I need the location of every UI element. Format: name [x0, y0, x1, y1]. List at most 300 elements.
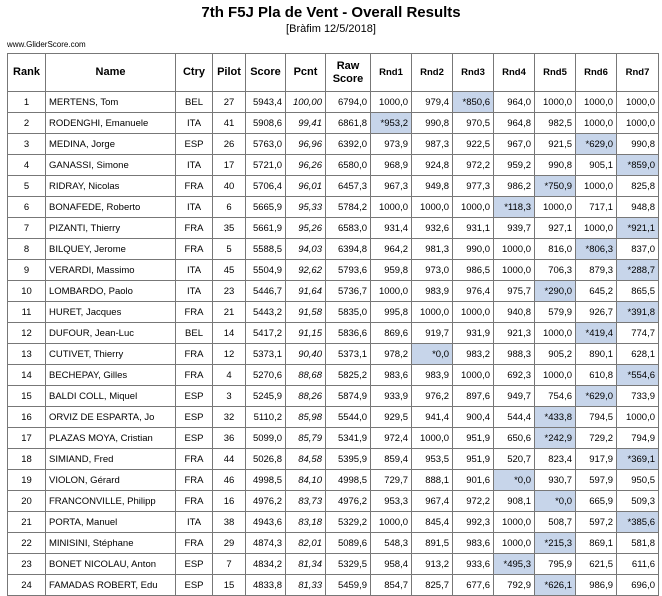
results-table [7, 53, 659, 596]
col-header-rnd6[interactable]: Rnd6 [576, 54, 617, 92]
round-5-cell: 930,7 [535, 470, 576, 491]
round-5-cell: 1000,0 [535, 365, 576, 386]
percent-cell: 82,01 [286, 533, 326, 554]
percent-cell: 94,03 [286, 239, 326, 260]
rank-cell: 21 [8, 512, 46, 533]
round-7-cell: 794,9 [617, 428, 659, 449]
percent-cell: 91,64 [286, 281, 326, 302]
round-1-cell: 933,9 [371, 386, 412, 407]
round-1-cell: *953,2 [371, 113, 412, 134]
country-cell: ESP [176, 407, 213, 428]
score-cell: 5443,2 [246, 302, 286, 323]
pilot-number-cell: 4 [213, 365, 246, 386]
pilot-number-cell: 45 [213, 260, 246, 281]
round-2-cell: *0,0 [412, 344, 453, 365]
table-row [8, 365, 659, 386]
round-4-cell: 1000,0 [494, 260, 535, 281]
round-7-cell: 774,7 [617, 323, 659, 344]
table-row [8, 428, 659, 449]
score-cell: 5721,0 [246, 155, 286, 176]
round-7-cell: 733,9 [617, 386, 659, 407]
pilot-number-cell: 44 [213, 449, 246, 470]
rank-cell: 4 [8, 155, 46, 176]
col-header-rnd2[interactable]: Rnd2 [412, 54, 453, 92]
round-2-cell: 976,2 [412, 386, 453, 407]
rank-cell: 17 [8, 428, 46, 449]
round-1-cell: 978,2 [371, 344, 412, 365]
pilot-name-cell: BONAFEDE, Roberto [46, 197, 176, 218]
table-row [8, 155, 659, 176]
round-6-cell: 926,7 [576, 302, 617, 323]
percent-cell: 91,58 [286, 302, 326, 323]
round-2-cell: 924,8 [412, 155, 453, 176]
raw-score-cell: 6580,0 [326, 155, 371, 176]
round-2-cell: 973,0 [412, 260, 453, 281]
raw-score-cell: 5341,9 [326, 428, 371, 449]
table-row [8, 134, 659, 155]
round-4-cell: 792,9 [494, 575, 535, 596]
raw-score-cell: 6392,0 [326, 134, 371, 155]
round-5-cell: 795,9 [535, 554, 576, 575]
table-row [8, 197, 659, 218]
round-4-cell: *495,3 [494, 554, 535, 575]
round-1-cell: 1000,0 [371, 281, 412, 302]
country-cell: FRA [176, 533, 213, 554]
pilot-name-cell: PLAZAS MOYA, Cristian [46, 428, 176, 449]
score-cell: 5099,0 [246, 428, 286, 449]
round-5-cell: 990,8 [535, 155, 576, 176]
score-cell: 5417,2 [246, 323, 286, 344]
round-2-cell: 888,1 [412, 470, 453, 491]
country-cell: ESP [176, 554, 213, 575]
pilot-number-cell: 40 [213, 176, 246, 197]
score-cell: 5943,4 [246, 92, 286, 113]
round-4-cell: 1000,0 [494, 512, 535, 533]
percent-cell: 84,58 [286, 449, 326, 470]
round-7-cell: 1000,0 [617, 92, 659, 113]
col-header-score[interactable]: Score [246, 54, 286, 92]
table-row [8, 554, 659, 575]
score-cell: 4874,3 [246, 533, 286, 554]
round-7-cell: *859,0 [617, 155, 659, 176]
percent-cell: 85,98 [286, 407, 326, 428]
round-5-cell: 706,3 [535, 260, 576, 281]
round-6-cell: 717,1 [576, 197, 617, 218]
round-4-cell: 692,3 [494, 365, 535, 386]
round-1-cell: 995,8 [371, 302, 412, 323]
round-4-cell: *118,3 [494, 197, 535, 218]
pilot-number-cell: 38 [213, 512, 246, 533]
col-header-rank[interactable]: Rank [8, 54, 46, 92]
round-5-cell: 1000,0 [535, 197, 576, 218]
round-2-cell: 967,4 [412, 491, 453, 512]
percent-cell: 83,18 [286, 512, 326, 533]
country-cell: ESP [176, 134, 213, 155]
table-row [8, 323, 659, 344]
pilot-number-cell: 29 [213, 533, 246, 554]
rank-cell: 9 [8, 260, 46, 281]
round-7-cell: 990,8 [617, 134, 659, 155]
country-cell: ITA [176, 281, 213, 302]
round-7-cell: 696,0 [617, 575, 659, 596]
raw-score-cell: 6861,8 [326, 113, 371, 134]
col-header-ctry[interactable]: Ctry [176, 54, 213, 92]
round-2-cell: 932,6 [412, 218, 453, 239]
round-3-cell: 897,6 [453, 386, 494, 407]
round-5-cell: 905,2 [535, 344, 576, 365]
round-5-cell: *750,9 [535, 176, 576, 197]
round-3-cell: 677,6 [453, 575, 494, 596]
country-cell: FRA [176, 302, 213, 323]
round-2-cell: 913,2 [412, 554, 453, 575]
round-3-cell: 986,5 [453, 260, 494, 281]
country-cell: FRA [176, 491, 213, 512]
table-row [8, 260, 659, 281]
round-1-cell: 958,4 [371, 554, 412, 575]
raw-score-cell: 6457,3 [326, 176, 371, 197]
round-1-cell: 931,4 [371, 218, 412, 239]
round-7-cell: *921,1 [617, 218, 659, 239]
round-4-cell: 988,3 [494, 344, 535, 365]
percent-cell: 90,40 [286, 344, 326, 365]
round-6-cell: 621,5 [576, 554, 617, 575]
round-2-cell: 949,8 [412, 176, 453, 197]
percent-cell: 88,68 [286, 365, 326, 386]
round-5-cell: *626,1 [535, 575, 576, 596]
round-3-cell: 900,4 [453, 407, 494, 428]
table-row [8, 113, 659, 134]
header-row [8, 54, 659, 92]
round-4-cell: 520,7 [494, 449, 535, 470]
raw-score-cell: 5544,0 [326, 407, 371, 428]
country-cell: FRA [176, 239, 213, 260]
rank-cell: 12 [8, 323, 46, 344]
round-1-cell: 983,6 [371, 365, 412, 386]
table-row [8, 302, 659, 323]
round-5-cell: 508,7 [535, 512, 576, 533]
round-6-cell: 1000,0 [576, 92, 617, 113]
pilot-name-cell: MERTENS, Tom [46, 92, 176, 113]
table-row [8, 575, 659, 596]
percent-cell: 96,96 [286, 134, 326, 155]
round-3-cell: 983,6 [453, 533, 494, 554]
country-cell: BEL [176, 323, 213, 344]
score-cell: 5373,1 [246, 344, 286, 365]
country-cell: ITA [176, 260, 213, 281]
rank-cell: 8 [8, 239, 46, 260]
score-cell: 5504,9 [246, 260, 286, 281]
page-title: 7th F5J Pla de Vent - Overall Results [201, 4, 461, 21]
round-6-cell: 794,5 [576, 407, 617, 428]
rank-cell: 1 [8, 92, 46, 113]
pilot-name-cell: MINISINI, Stéphane [46, 533, 176, 554]
score-cell: 4833,8 [246, 575, 286, 596]
col-header-rnd4[interactable]: Rnd4 [494, 54, 535, 92]
results-body [8, 92, 659, 596]
raw-score-cell: 5793,6 [326, 260, 371, 281]
round-4-cell: 964,0 [494, 92, 535, 113]
raw-score-cell: 5836,6 [326, 323, 371, 344]
round-5-cell: *215,3 [535, 533, 576, 554]
round-3-cell: 983,2 [453, 344, 494, 365]
round-7-cell: 628,1 [617, 344, 659, 365]
pilot-number-cell: 27 [213, 92, 246, 113]
round-3-cell: 970,5 [453, 113, 494, 134]
pilot-number-cell: 7 [213, 554, 246, 575]
round-5-cell: 1000,0 [535, 323, 576, 344]
percent-cell: 91,15 [286, 323, 326, 344]
score-cell: 5661,9 [246, 218, 286, 239]
col-header-raw-score[interactable]: Raw Score [326, 54, 371, 92]
round-2-cell: 979,4 [412, 92, 453, 113]
round-5-cell: 816,0 [535, 239, 576, 260]
round-3-cell: 1000,0 [453, 197, 494, 218]
round-6-cell: 729,2 [576, 428, 617, 449]
raw-score-cell: 5736,7 [326, 281, 371, 302]
pilot-name-cell: RIDRAY, Nicolas [46, 176, 176, 197]
pilot-name-cell: GANASSI, Simone [46, 155, 176, 176]
pilot-number-cell: 6 [213, 197, 246, 218]
round-6-cell: 879,3 [576, 260, 617, 281]
percent-cell: 92,62 [286, 260, 326, 281]
round-1-cell: 1000,0 [371, 92, 412, 113]
pilot-name-cell: BECHEPAY, Gilles [46, 365, 176, 386]
pilot-number-cell: 15 [213, 575, 246, 596]
score-cell: 4943,6 [246, 512, 286, 533]
round-4-cell: 964,8 [494, 113, 535, 134]
round-2-cell: 983,9 [412, 281, 453, 302]
round-3-cell: 1000,0 [453, 365, 494, 386]
round-5-cell: 1000,0 [535, 92, 576, 113]
rank-cell: 15 [8, 386, 46, 407]
table-row [8, 281, 659, 302]
round-3-cell: 933,6 [453, 554, 494, 575]
round-6-cell: 610,8 [576, 365, 617, 386]
pilot-name-cell: BALDI COLL, Miquel [46, 386, 176, 407]
round-7-cell: 509,3 [617, 491, 659, 512]
round-1-cell: 967,3 [371, 176, 412, 197]
round-6-cell: 645,2 [576, 281, 617, 302]
pilot-name-cell: HURET, Jacques [46, 302, 176, 323]
rank-cell: 11 [8, 302, 46, 323]
pilot-name-cell: FRANCONVILLE, Philipp [46, 491, 176, 512]
round-4-cell: 939,7 [494, 218, 535, 239]
round-6-cell: 917,9 [576, 449, 617, 470]
round-2-cell: 987,3 [412, 134, 453, 155]
round-5-cell: 927,1 [535, 218, 576, 239]
score-cell: 5763,0 [246, 134, 286, 155]
col-header-name[interactable]: Name [46, 54, 176, 92]
country-cell: FRA [176, 344, 213, 365]
round-6-cell: *629,0 [576, 134, 617, 155]
round-1-cell: 1000,0 [371, 512, 412, 533]
pilot-number-cell: 16 [213, 491, 246, 512]
col-header-rnd1[interactable]: Rnd1 [371, 54, 412, 92]
pilot-name-cell: CUTIVET, Thierry [46, 344, 176, 365]
rank-cell: 5 [8, 176, 46, 197]
round-4-cell: *0,0 [494, 470, 535, 491]
round-4-cell: 921,3 [494, 323, 535, 344]
table-row [8, 176, 659, 197]
col-header-pcnt[interactable]: Pcnt [286, 54, 326, 92]
round-5-cell: *433,8 [535, 407, 576, 428]
percent-cell: 81,34 [286, 554, 326, 575]
pilot-number-cell: 41 [213, 113, 246, 134]
score-cell: 5245,9 [246, 386, 286, 407]
rank-cell: 6 [8, 197, 46, 218]
percent-cell: 81,33 [286, 575, 326, 596]
country-cell: ITA [176, 197, 213, 218]
pilot-number-cell: 36 [213, 428, 246, 449]
round-6-cell: 1000,0 [576, 176, 617, 197]
round-1-cell: 953,3 [371, 491, 412, 512]
round-6-cell: 890,1 [576, 344, 617, 365]
country-cell: FRA [176, 218, 213, 239]
percent-cell: 100,00 [286, 92, 326, 113]
country-cell: ITA [176, 113, 213, 134]
round-2-cell: 990,8 [412, 113, 453, 134]
pilot-name-cell: DUFOUR, Jean-Luc [46, 323, 176, 344]
table-row [8, 491, 659, 512]
table-row [8, 407, 659, 428]
country-cell: ITA [176, 512, 213, 533]
round-3-cell: 977,3 [453, 176, 494, 197]
pilot-number-cell: 5 [213, 239, 246, 260]
round-7-cell: *288,7 [617, 260, 659, 281]
round-7-cell: 1000,0 [617, 113, 659, 134]
pilot-number-cell: 14 [213, 323, 246, 344]
score-cell: 4998,5 [246, 470, 286, 491]
raw-score-cell: 5329,5 [326, 554, 371, 575]
round-2-cell: 983,9 [412, 365, 453, 386]
raw-score-cell: 5835,0 [326, 302, 371, 323]
round-6-cell: 869,1 [576, 533, 617, 554]
country-cell: ESP [176, 428, 213, 449]
percent-cell: 95,33 [286, 197, 326, 218]
round-3-cell: 972,2 [453, 491, 494, 512]
col-header-rnd7[interactable]: Rnd7 [617, 54, 659, 92]
round-2-cell: 1000,0 [412, 197, 453, 218]
score-cell: 5446,7 [246, 281, 286, 302]
table-row [8, 533, 659, 554]
pilot-name-cell: SIMIAND, Fred [46, 449, 176, 470]
col-header-rnd5[interactable]: Rnd5 [535, 54, 576, 92]
score-cell: 4976,2 [246, 491, 286, 512]
country-cell: BEL [176, 92, 213, 113]
round-6-cell: 597,2 [576, 512, 617, 533]
round-5-cell: 982,5 [535, 113, 576, 134]
pilot-number-cell: 17 [213, 155, 246, 176]
score-cell: 5270,6 [246, 365, 286, 386]
percent-cell: 95,26 [286, 218, 326, 239]
table-row [8, 92, 659, 113]
round-2-cell: 891,5 [412, 533, 453, 554]
round-3-cell: 951,9 [453, 449, 494, 470]
percent-cell: 99,41 [286, 113, 326, 134]
round-3-cell: 922,5 [453, 134, 494, 155]
rank-cell: 19 [8, 470, 46, 491]
round-7-cell: *554,6 [617, 365, 659, 386]
round-6-cell: 986,9 [576, 575, 617, 596]
round-4-cell: 650,6 [494, 428, 535, 449]
round-4-cell: 959,2 [494, 155, 535, 176]
round-4-cell: 908,1 [494, 491, 535, 512]
pilot-number-cell: 12 [213, 344, 246, 365]
round-3-cell: 931,1 [453, 218, 494, 239]
round-3-cell: 992,3 [453, 512, 494, 533]
rank-cell: 18 [8, 449, 46, 470]
round-7-cell: 950,5 [617, 470, 659, 491]
country-cell: FRA [176, 449, 213, 470]
percent-cell: 83,73 [286, 491, 326, 512]
round-1-cell: 854,7 [371, 575, 412, 596]
round-1-cell: 964,2 [371, 239, 412, 260]
round-5-cell: *290,0 [535, 281, 576, 302]
round-2-cell: 919,7 [412, 323, 453, 344]
country-cell: FRA [176, 176, 213, 197]
round-7-cell: *391,8 [617, 302, 659, 323]
country-cell: ESP [176, 575, 213, 596]
round-1-cell: 972,4 [371, 428, 412, 449]
round-4-cell: 940,8 [494, 302, 535, 323]
pilot-number-cell: 23 [213, 281, 246, 302]
pilot-name-cell: VERARDI, Massimo [46, 260, 176, 281]
pilot-number-cell: 46 [213, 470, 246, 491]
col-header-pilot[interactable]: Pilot [213, 54, 246, 92]
score-cell: 5588,5 [246, 239, 286, 260]
col-header-rnd3[interactable]: Rnd3 [453, 54, 494, 92]
round-2-cell: 941,4 [412, 407, 453, 428]
round-1-cell: 729,7 [371, 470, 412, 491]
raw-score-cell: 6583,0 [326, 218, 371, 239]
score-cell: 5026,8 [246, 449, 286, 470]
pilot-name-cell: LOMBARDO, Paolo [46, 281, 176, 302]
rank-cell: 24 [8, 575, 46, 596]
round-7-cell: 611,6 [617, 554, 659, 575]
round-6-cell: 1000,0 [576, 113, 617, 134]
round-6-cell: *629,0 [576, 386, 617, 407]
round-6-cell: 1000,0 [576, 218, 617, 239]
raw-score-cell: 5784,2 [326, 197, 371, 218]
round-6-cell: *806,3 [576, 239, 617, 260]
table-row [8, 218, 659, 239]
round-1-cell: 968,9 [371, 155, 412, 176]
pilot-number-cell: 26 [213, 134, 246, 155]
round-4-cell: 544,4 [494, 407, 535, 428]
raw-score-cell: 5825,2 [326, 365, 371, 386]
pilot-name-cell: PORTA, Manuel [46, 512, 176, 533]
round-7-cell: 825,8 [617, 176, 659, 197]
country-cell: ESP [176, 386, 213, 407]
round-1-cell: 869,6 [371, 323, 412, 344]
round-7-cell: *369,1 [617, 449, 659, 470]
percent-cell: 84,10 [286, 470, 326, 491]
round-5-cell: *0,0 [535, 491, 576, 512]
site-link[interactable]: www.GliderScore.com [7, 40, 86, 49]
pilot-number-cell: 21 [213, 302, 246, 323]
score-cell: 4834,2 [246, 554, 286, 575]
pilot-number-cell: 32 [213, 407, 246, 428]
rank-cell: 7 [8, 218, 46, 239]
rank-cell: 13 [8, 344, 46, 365]
raw-score-cell: 6394,8 [326, 239, 371, 260]
round-3-cell: 951,9 [453, 428, 494, 449]
round-3-cell: 976,4 [453, 281, 494, 302]
round-2-cell: 981,3 [412, 239, 453, 260]
pilot-number-cell: 35 [213, 218, 246, 239]
round-1-cell: 859,4 [371, 449, 412, 470]
round-6-cell: 665,9 [576, 491, 617, 512]
